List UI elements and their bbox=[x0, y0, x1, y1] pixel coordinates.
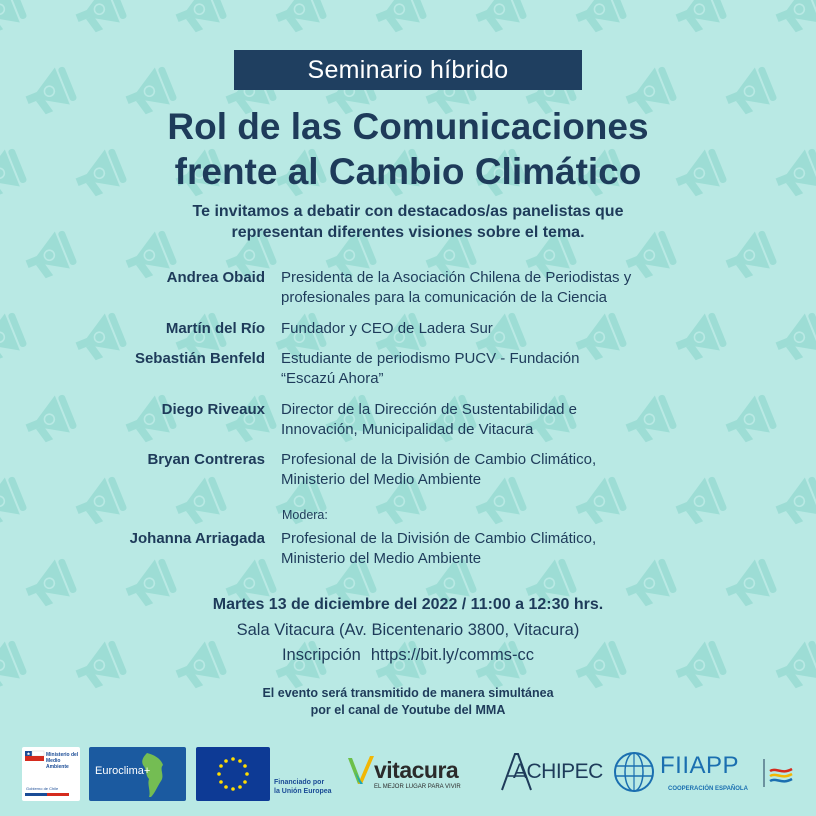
eu-caption-line: la Unión Europea bbox=[274, 788, 332, 795]
role-line: profesionales para la comunicación de la Ciencia bbox=[281, 289, 608, 306]
panelist-name: Sebastián Benfeld bbox=[134, 350, 265, 367]
fiiapp-logo bbox=[612, 748, 758, 800]
panelist-name: Martín del Río bbox=[165, 320, 265, 337]
achipec-logo bbox=[499, 750, 603, 796]
moderator-label: Modera: bbox=[282, 508, 328, 522]
megaphone-icon bbox=[70, 0, 129, 37]
megaphone-icon bbox=[370, 0, 429, 37]
fiiapp-subtitle: COOPERACIÓN ESPAÑOLA bbox=[668, 786, 748, 792]
euroclima-logo bbox=[89, 747, 186, 801]
stream-note bbox=[0, 685, 816, 719]
eu-caption-line: Financiado por bbox=[274, 779, 325, 786]
role-line: Profesional de la División de Cambio Climático, bbox=[281, 530, 597, 547]
euroclima-label: Euroclima+ bbox=[95, 765, 151, 777]
event-location: Sala Vitacura (Av. Bicentenario 3800, Vitacura) bbox=[236, 621, 580, 639]
megaphone-icon bbox=[720, 392, 779, 447]
registration-label: Inscripción bbox=[281, 646, 361, 664]
moderator-name: Johanna Arriagada bbox=[129, 530, 265, 547]
intro-line-2: representan diferentes visiones sobre el tema. bbox=[231, 224, 585, 241]
mma-text-line: Ambiente bbox=[46, 764, 69, 770]
role-line: Ministerio del Medio Ambiente bbox=[281, 550, 482, 567]
role-line: Profesional de la División de Cambio Climático, bbox=[281, 451, 597, 468]
megaphone-icon bbox=[70, 474, 129, 529]
vitacura-logo bbox=[346, 754, 486, 794]
mma-text-line: Ministerio del bbox=[46, 752, 79, 758]
megaphone-icon bbox=[470, 0, 529, 37]
role-line: Director de la Dirección de Sustentabilidad e bbox=[281, 401, 577, 418]
role-line: Presidenta de la Asociación Chilena de Periodistas y bbox=[281, 269, 632, 286]
stream-line-1: El evento será transmitido de manera simultánea bbox=[262, 686, 554, 700]
megaphone-icon bbox=[170, 474, 229, 529]
intro-line-1: Te invitamos a debatir con destacados/as panelistas que bbox=[192, 203, 624, 220]
eu-caption bbox=[274, 778, 332, 796]
aecid-wave-icon bbox=[762, 757, 796, 791]
panelist-role bbox=[281, 268, 721, 308]
role-line: Fundador y CEO de Ladera Sur bbox=[281, 320, 493, 337]
eu-flag-icon bbox=[196, 747, 270, 801]
megaphone-icon bbox=[0, 0, 28, 37]
globe-icon bbox=[612, 750, 656, 794]
event-date: Martes 13 de diciembre del 2022 / 11:00 a 12:30 hrs. bbox=[212, 596, 604, 613]
megaphone-icon bbox=[670, 0, 729, 37]
panelist-name: Diego Riveaux bbox=[161, 401, 265, 418]
role-line: Ministerio del Medio Ambiente bbox=[281, 471, 482, 488]
title-line-1: Rol de las Comunicaciones bbox=[167, 106, 649, 147]
seminar-type-badge bbox=[234, 50, 582, 90]
achipec-wordmark: ACHIPEC bbox=[513, 760, 603, 783]
mma-logo bbox=[22, 747, 80, 801]
page-title bbox=[0, 104, 816, 194]
seminar-type-label: Seminario híbrido bbox=[307, 55, 509, 84]
vitacura-wordmark: vitacura bbox=[374, 757, 459, 783]
megaphone-icon bbox=[570, 0, 629, 37]
megaphone-icon bbox=[0, 474, 28, 529]
panelist-role bbox=[281, 450, 721, 490]
registration-line bbox=[0, 646, 816, 665]
eu-logo bbox=[196, 747, 270, 801]
registration-link[interactable]: https://bit.ly/comms-cc bbox=[370, 646, 535, 664]
fiiapp-wordmark: FIIAPP bbox=[660, 752, 740, 779]
megaphone-icon bbox=[770, 0, 816, 37]
aecid-logo bbox=[762, 757, 796, 791]
megaphone-icon bbox=[170, 0, 229, 37]
panelist-role bbox=[281, 319, 721, 339]
vitacura-tagline: EL MEJOR LUGAR PARA VIVIR bbox=[374, 784, 461, 790]
megaphone-icon bbox=[270, 0, 329, 37]
megaphone-icon bbox=[770, 310, 816, 365]
role-line: Innovación, Municipalidad de Vitacura bbox=[281, 421, 534, 438]
panelist-role bbox=[281, 400, 721, 440]
mma-subtitle: Gobierno de Chile bbox=[26, 786, 59, 791]
intro-text bbox=[0, 201, 816, 243]
megaphone-icon bbox=[770, 474, 816, 529]
stream-line-2: por el canal de Youtube del MMA bbox=[310, 703, 506, 717]
vitacura-v-icon bbox=[346, 754, 376, 788]
panelist-name: Bryan Contreras bbox=[147, 451, 265, 468]
mma-text-line: Medio bbox=[46, 758, 61, 764]
panelist-role bbox=[281, 349, 721, 389]
role-line: “Escazú Ahora” bbox=[281, 370, 384, 387]
panelist-name: Andrea Obaid bbox=[166, 269, 265, 286]
title-line-2: frente al Cambio Climático bbox=[174, 151, 642, 192]
role-line: Estudiante de periodismo PUCV - Fundación bbox=[281, 350, 580, 367]
moderator-role bbox=[281, 529, 721, 569]
